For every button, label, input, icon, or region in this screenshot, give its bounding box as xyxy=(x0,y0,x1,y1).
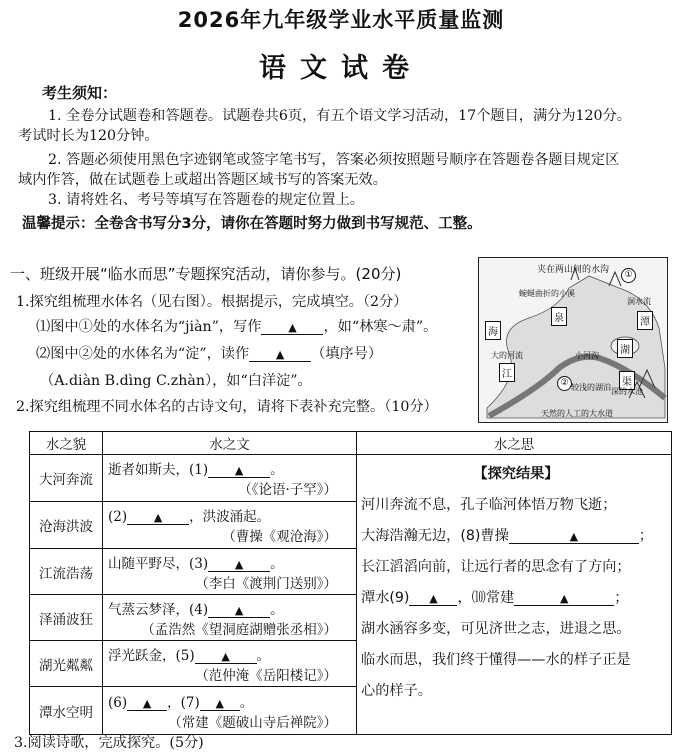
map-note-creek: 蜿蜒曲折的小溪 xyxy=(519,289,575,298)
question-2: 2.探究组梳理不同水体名的古诗文句，请将下表补充完整。（10分） xyxy=(16,399,438,415)
answer-blank-q1-2[interactable] xyxy=(249,348,311,362)
notice-item-2-line-1: 2. 答题必须使用黑色字迹钢笔或签字笔书写，答案必须按照题号顺序在答题卷各题目规定区 xyxy=(48,152,620,168)
poetry-table xyxy=(29,431,672,735)
writing-tip: 温馨提示：全卷含书写分3分，请你在答题时努力做到书写规范、工整。 xyxy=(22,216,482,232)
question-1-2-options: （A.diàn B.dìng C.zhàn），如“白洋淀”。 xyxy=(40,373,312,389)
notice-heading: 考生须知： xyxy=(42,84,118,102)
section-1-title: 一、班级开展“临水而思”专题探究活动，请你参与。(20分) xyxy=(10,265,402,283)
water-body-map xyxy=(478,257,668,423)
row-text: (6) ▲ ，(7) ▲ 。 （常建《题破山寺后禅院》） xyxy=(103,687,357,735)
answer-blank-6[interactable]: ▲ xyxy=(127,697,167,711)
question-3: 3.阅读诗歌，完成探究。(5分) xyxy=(14,735,204,751)
map-marker-1: ① xyxy=(621,262,636,283)
notice-item-3: 3. 请将姓名、考号等填写在答题卷的规定位置上。 xyxy=(48,192,364,208)
answer-blank-9[interactable]: ▲ xyxy=(409,592,457,606)
result-line-1: 河川奔流不息，孔子临河体悟万物飞逝； xyxy=(361,497,617,513)
row-source: （曹操《观沧海》） xyxy=(222,529,337,545)
header-water-appearance: 水之貌 xyxy=(30,432,103,455)
question-1-1-prefix: ⑴图中①处的水体名为“jiàn”，写作 xyxy=(36,319,262,335)
row-name: 沧海洪波 xyxy=(30,502,103,549)
row-name: 泽涌波狂 xyxy=(30,595,103,641)
map-note-shallow-lake: 较浅的湖泊 xyxy=(571,383,611,392)
result-line-3: 长江滔滔向前，让远行者的思念有了方向； xyxy=(361,559,631,575)
answer-blank-1[interactable]: ▲ xyxy=(208,464,270,478)
map-note-waterway: 天然的人工的大水道 xyxy=(541,409,613,418)
result-line-4: 潭水(9) ▲ ，⑽常建 ▲ ； xyxy=(361,590,629,606)
question-1-2-suffix: （填序号） xyxy=(311,346,383,362)
row-name: 湖光粼粼 xyxy=(30,641,103,687)
exam-title: 2026年九年级学业水平质量监测 xyxy=(177,8,505,32)
row-text: 山随平野尽，(3) ▲ 。 （李白《渡荆门送别》） xyxy=(103,549,357,595)
row-text: (2) ▲ ，洪波涌起。 （曹操《观沧海》） xyxy=(103,502,357,549)
map-label-sea: 海 xyxy=(485,320,501,340)
row-text: 逝者如斯夫，(1) ▲ 。 （《论语·子罕》） xyxy=(103,455,357,502)
question-1-1-suffix: ，如“林寒～肃”。 xyxy=(323,319,438,335)
triangle-mark-icon: ▲ xyxy=(275,348,285,361)
row-name: 潭水空明 xyxy=(30,687,103,735)
answer-blank-5[interactable]: ▲ xyxy=(195,650,257,664)
result-line-2: 大海浩瀚无边，(8)曹操 ▲ ； xyxy=(361,528,653,544)
answer-blank-3[interactable]: ▲ xyxy=(208,558,270,572)
row-text: 浮光跃金，(5) ▲ 。 （范仲淹《岳阳楼记》） xyxy=(103,641,357,687)
table-header-row xyxy=(30,432,672,455)
row-source: （孟浩然《望洞庭湖赠张丞相》） xyxy=(141,621,337,638)
row-source: （李白《渡荆门送别》） xyxy=(195,575,337,592)
row-name: 大河奔流 xyxy=(30,455,103,502)
map-drawing xyxy=(479,258,667,422)
map-label-canal: 渠 xyxy=(619,370,635,390)
answer-blank-2[interactable]: ▲ xyxy=(127,511,189,525)
result-line-6: 临水而思，我们终于懂得——水的样子正是 xyxy=(361,652,631,668)
question-1: 1.探究组梳理水体名（见右图）。根据提示，完成填空。（2分） xyxy=(16,294,408,310)
row-source: （范仲淹《岳阳楼记》） xyxy=(195,667,337,684)
map-label-lake: 湖 xyxy=(617,338,633,358)
answer-blank-10[interactable]: ▲ xyxy=(514,592,614,606)
notice-item-1-line-2: 考试时长为120分钟。 xyxy=(18,128,159,144)
row-text: 气蒸云梦泽，(4) ▲ 。 （孟浩然《望洞庭湖赠张丞相》） xyxy=(103,595,357,641)
question-1-1 xyxy=(36,316,437,336)
header-water-thought: 水之思 xyxy=(357,432,672,455)
question-1-2-prefix: ⑵图中②处的水体名为“淀”，读作 xyxy=(36,346,250,362)
map-note-stream: 洞水流 xyxy=(627,297,651,306)
row-name: 江流浩荡 xyxy=(30,549,103,595)
answer-blank-7[interactable]: ▲ xyxy=(200,697,240,711)
question-1-2 xyxy=(36,343,382,363)
map-marker-2: ② xyxy=(557,370,572,391)
row-source: （《论语·子罕》） xyxy=(238,482,337,498)
map-label-spring: 泉 xyxy=(551,306,567,326)
notice-item-2-line-2: 域内作答，做在试题卷上或超出答题区域书写的答案无效。 xyxy=(18,172,387,188)
map-label-river: 江 xyxy=(499,362,515,382)
table-row xyxy=(30,455,672,502)
result-cell xyxy=(357,455,672,735)
map-note-deep-pool: 深的水池 xyxy=(611,387,643,396)
result-heading: 【探究结果】 xyxy=(473,466,559,482)
triangle-mark-icon: ▲ xyxy=(288,321,297,334)
subject-title: 语文试卷 xyxy=(259,53,423,84)
answer-blank-q1-1[interactable] xyxy=(261,321,323,335)
map-note-big-river: 大的河流 xyxy=(491,351,523,360)
map-label-pool: 潭 xyxy=(637,310,653,330)
map-note-ditch: 小河沟 xyxy=(575,351,599,360)
answer-blank-8[interactable]: ▲ xyxy=(509,530,639,544)
answer-blank-4[interactable]: ▲ xyxy=(208,604,270,618)
result-line-5: 湖水涵容多变，可见济世之志，进退之思。 xyxy=(361,621,631,637)
row-source: （常建《题破山寺后禅院》） xyxy=(168,714,337,731)
result-line-7: 心的样子。 xyxy=(361,683,432,699)
notice-item-1-line-1: 1. 全卷分试题卷和答题卷。试题卷共6页，有五个语文学习活动，17个题目，满分为120分。 xyxy=(48,108,631,124)
map-caption: 夹在两山间的水沟 xyxy=(536,265,609,275)
header-water-literature: 水之文 xyxy=(103,432,357,455)
